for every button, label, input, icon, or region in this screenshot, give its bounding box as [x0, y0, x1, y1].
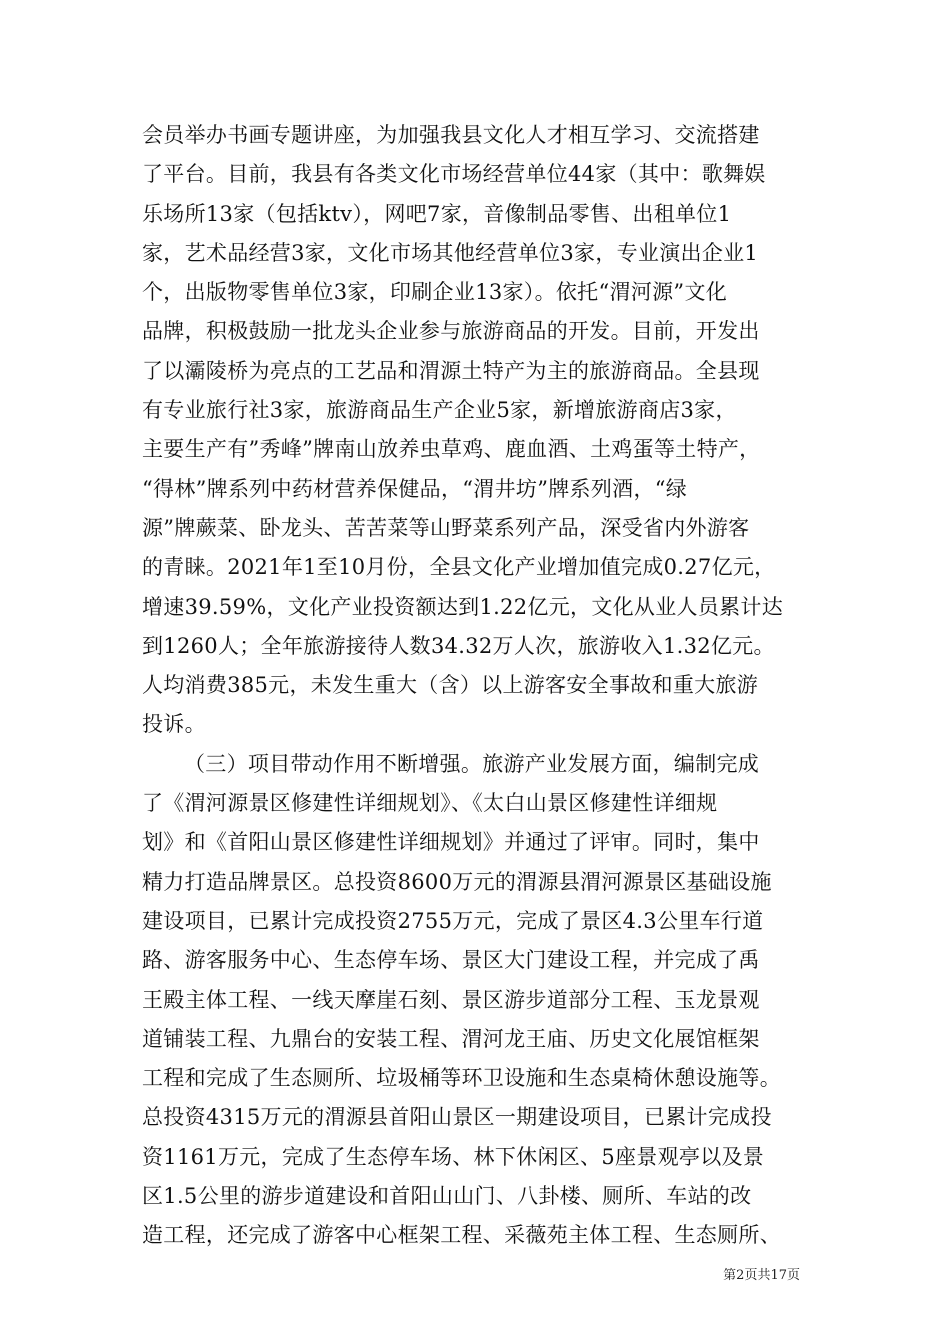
- text-line: 到1260人；全年旅游接待人数34.32万人次，旅游收入1.32亿元。: [142, 633, 775, 658]
- text-line: 主要生产有”秀峰”牌南山放养虫草鸡、鹿血酒、土鸡蛋等土特产，: [142, 437, 761, 462]
- text-line: 造工程，还完成了游客中心框架工程、采薇苑主体工程、生态厕所、: [142, 1223, 781, 1248]
- text-line: 工程和完成了生态厕所、垃圾桶等环卫设施和生态桌椅休憩设施等。: [142, 1066, 781, 1091]
- text-line: 家，艺术品经营3家，文化市场其他经营单位3家，专业演出企业1: [142, 240, 759, 265]
- text-line: 源”牌蕨菜、卧龙头、苦苦菜等山野菜系列产品，深受省内外游客: [142, 515, 750, 540]
- text-line: 有专业旅行社3家，旅游商品生产企业5家，新增旅游商店3家，: [142, 398, 737, 423]
- text-line: 了平台。目前，我县有各类文化市场经营单位44家（其中：歌舞娱: [142, 162, 766, 187]
- text-line: 了《渭河源景区修建性详细规划》、《太白山景区修建性详细规: [142, 791, 718, 816]
- text-line: 乐场所13家（包括ktv），网吧7家，音像制品零售、出租单位1: [142, 201, 732, 226]
- text-line: 了以灞陵桥为亮点的工艺品和渭源土特产为主的旅游商品。全县现: [142, 358, 760, 383]
- text-line: 个，出版物零售单位3家，印刷企业13家）。依托“渭河源”文化: [142, 280, 728, 305]
- text-line: 总投资4315万元的渭源县首阳山景区一期建设项目，已累计完成投: [142, 1105, 772, 1130]
- page-number: 第2页共17页: [723, 1268, 800, 1283]
- text-line: 划》和《首阳山景区修建性详细规划》并通过了评审。同时，集中: [142, 830, 760, 855]
- text-line: 资1161万元，完成了生态停车场、林下休闲区、5座景观亭以及景: [142, 1144, 765, 1169]
- text-line: 道铺装工程、九鼎台的安装工程、渭河龙王庙、历史文化展馆框架: [142, 1026, 760, 1051]
- text-line: 品牌，积极鼓励一批龙头企业参与旅游商品的开发。目前，开发出: [142, 319, 760, 344]
- text-line: 人均消费385元，未发生重大（含）以上游客安全事故和重大旅游: [142, 673, 759, 698]
- section-heading-line: （三）项目带动作用不断增强。旅游产业发展方面，编制完成: [184, 751, 760, 776]
- text-line: 王殿主体工程、一线天摩崖石刻、景区游步道部分工程、玉龙景观: [142, 987, 760, 1012]
- text-line: 的青睐。2021年1至10月份，全县文化产业增加值完成0.27亿元，: [142, 555, 776, 580]
- text-line: 区1.5公里的游步道建设和首阳山山门、八卦楼、厕所、车站的改: [142, 1184, 752, 1209]
- text-line: 建设项目，已累计完成投资2755万元，完成了景区4.3公里车行道: [142, 908, 764, 933]
- text-line: “得林”牌系列中药材营养保健品，“渭井坊”牌系列酒，“绿: [142, 476, 688, 501]
- body-text: [142, 116, 822, 1256]
- text-line: 投诉。: [142, 712, 206, 737]
- text-line: 增速39.59%，文化产业投资额达到1.22亿元，文化从业人员累计达: [142, 594, 784, 619]
- text-line: 会员举办书画专题讲座，为加强我县文化人才相互学习、交流搭建: [142, 123, 760, 147]
- text-line: 精力打造品牌景区。总投资8600万元的渭源县渭河源景区基础设施: [142, 869, 772, 894]
- text-line: 路、游客服务中心、生态停车场、景区大门建设工程，并完成了禹: [142, 948, 760, 973]
